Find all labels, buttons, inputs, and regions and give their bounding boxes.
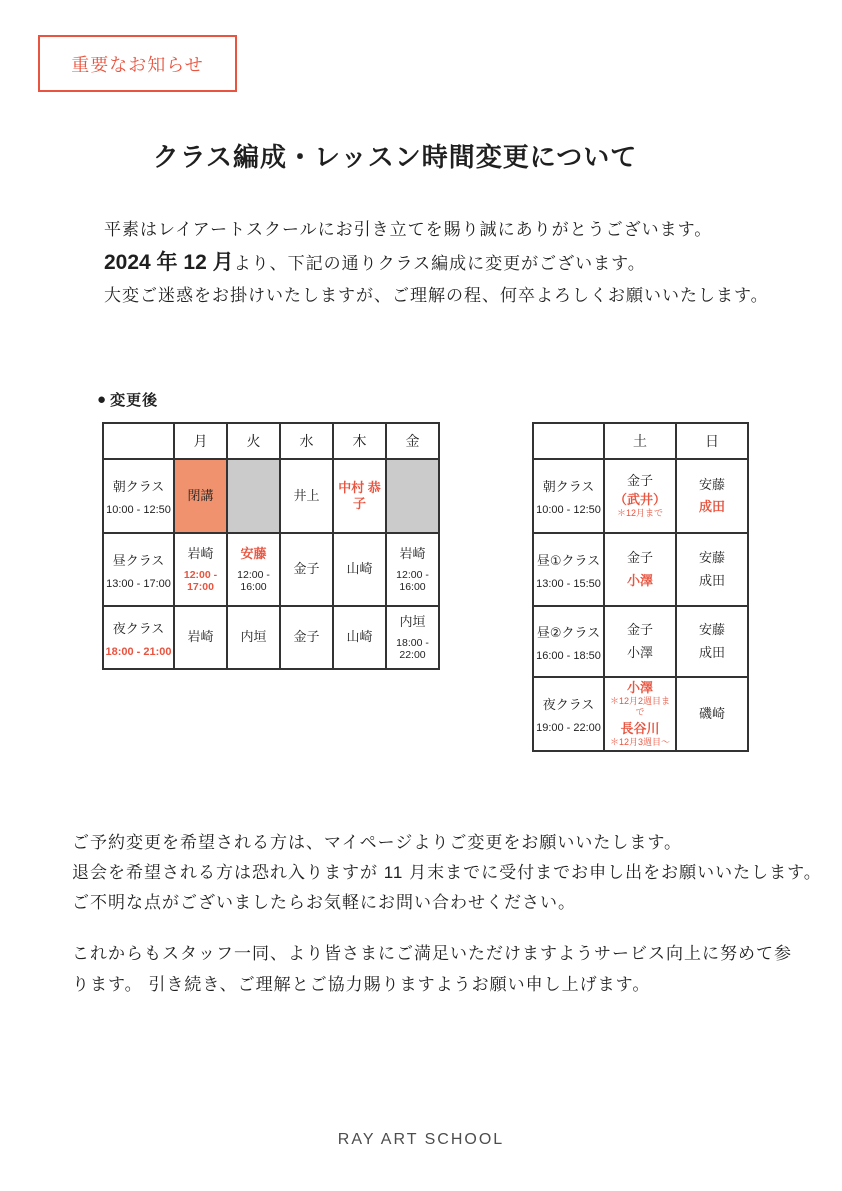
class-time: 19:00 - 22:00: [536, 721, 601, 734]
class-time: 16:00 - 18:50: [536, 649, 601, 662]
cell-night-saturday: [604, 677, 676, 751]
cell-day-thursday: [333, 533, 386, 606]
teacher-name: 岩崎: [187, 629, 214, 645]
teacher-name-new: 成田: [698, 499, 725, 514]
cell-night-thursday: [333, 606, 386, 669]
class-name: 昼クラス: [112, 552, 165, 568]
teacher-name: 山崎: [346, 561, 373, 577]
row-label-morning: [103, 459, 174, 533]
weekend-header-row: [533, 423, 748, 459]
section-after-change: [97, 389, 158, 410]
important-notice-label: 重要なお知らせ: [71, 54, 204, 75]
class-time: 13:00 - 15:50: [536, 577, 601, 590]
teacher-name: 安藤: [698, 550, 725, 566]
effective-date: 2024 年 12 月: [104, 251, 234, 274]
class-time: 10:00 - 12:50: [106, 504, 171, 516]
teacher-name: 安藤: [698, 476, 725, 492]
intro-line-3: 大変ご迷惑をお掛けいたしますが、ご理解の程、何卒よろしくお願いいたします。: [104, 286, 769, 305]
weekday-schedule-table: [102, 422, 440, 670]
outro-paragraph-2: [72, 945, 792, 993]
cell-night-monday: [174, 606, 227, 669]
important-notice-badge: [38, 35, 237, 92]
teacher-name: 内垣: [240, 629, 267, 645]
changed-time: 12:00 - 17:00: [183, 569, 218, 594]
col-header-monday: 月: [174, 423, 227, 459]
teacher-name: 閉講: [187, 487, 214, 503]
outro1-line-2: 退会を希望される方は恐れ入りますが 11 月末までに受付までお申し出をお願いいたします。: [72, 863, 822, 882]
row-label-day1: [533, 533, 604, 606]
col-header-thursday: 木: [333, 423, 386, 459]
cell-morning-tuesday-empty: [227, 459, 280, 533]
day2-class-row: [533, 606, 748, 677]
teacher-name-new: 中村 恭子: [338, 479, 381, 511]
cell-time: 18:00 - 22:00: [396, 637, 429, 662]
cell-time: 12:00 - 16:00: [396, 569, 429, 594]
class-name: 夜クラス: [542, 696, 595, 712]
cell-morning-thursday: [333, 459, 386, 533]
class-name: 朝クラス: [542, 479, 595, 494]
teacher-name: 岩崎: [187, 545, 214, 561]
cell-day-wednesday: [280, 533, 333, 606]
teacher-name-new: 長谷川: [620, 720, 660, 736]
teacher-name-new: 安藤: [240, 545, 267, 561]
teacher-name: 成田: [698, 572, 725, 588]
teacher-name: 岩崎: [399, 545, 426, 561]
night-class-row: [103, 606, 439, 669]
intro-line-1: 平素はレイアートスクールにお引き立てを賜り誠にありがとうございます。: [104, 220, 713, 239]
teacher-name-new: 小澤: [626, 572, 653, 588]
class-name: 昼②クラス: [536, 624, 601, 640]
cell-time: 12:00 - 16:00: [237, 569, 270, 594]
cell-day2-saturday: [604, 606, 676, 677]
teacher-name-new: 小澤: [626, 680, 653, 695]
cell-morning-sunday: [676, 459, 748, 533]
day-class-row: [103, 533, 439, 606]
corner-cell: [533, 423, 604, 459]
section-after-change-label: 変更後: [110, 392, 159, 409]
teacher-name: 金子: [293, 629, 320, 645]
cell-night-tuesday: [227, 606, 280, 669]
cell-day-friday: [386, 533, 439, 606]
teacher-note: ＊12月まで: [616, 508, 663, 519]
row-label-night: [533, 677, 604, 751]
teacher-name: 金子: [626, 550, 653, 566]
teacher-name: 小澤: [626, 644, 653, 660]
outro-paragraph-1: [72, 834, 822, 911]
cell-night-wednesday: [280, 606, 333, 669]
class-time: 10:00 - 12:50: [536, 504, 601, 516]
teacher-name: 成田: [698, 644, 725, 660]
cell-morning-monday-closed: [174, 459, 227, 533]
night-class-row: [533, 677, 748, 751]
class-name: 朝クラス: [112, 479, 165, 494]
cell-day-tuesday: [227, 533, 280, 606]
teacher-name: 金子: [626, 622, 653, 638]
outro2-line-2: ります。 引き続き、ご理解とご協力賜りますようお願い申し上げます。: [72, 975, 651, 994]
school-name-footer: RAY ART SCHOOL: [337, 1131, 505, 1148]
cell-night-sunday: [676, 677, 748, 751]
teacher-name: 磯崎: [698, 705, 725, 721]
cell-morning-friday-empty: [386, 459, 439, 533]
class-name: 昼①クラス: [536, 552, 601, 568]
row-label-day2: [533, 606, 604, 677]
col-header-wednesday: 水: [280, 423, 333, 459]
col-header-saturday: 土: [604, 423, 676, 459]
class-time-changed: 18:00 - 21:00: [105, 645, 172, 658]
morning-class-row: [103, 459, 439, 533]
cell-morning-wednesday: [280, 459, 333, 533]
cell-day2-sunday: [676, 606, 748, 677]
intro-line-2-rest: より、下記の通りクラス編成に変更がございます。: [233, 254, 646, 273]
row-label-night: [103, 606, 174, 669]
cell-morning-saturday: [604, 459, 676, 533]
weekday-header-row: [103, 423, 439, 459]
teacher-name: 山崎: [346, 629, 373, 645]
cell-day1-sunday: [676, 533, 748, 606]
cell-day1-saturday: [604, 533, 676, 606]
day1-class-row: [533, 533, 748, 606]
teacher-name-new: （武井）: [613, 492, 666, 508]
teacher-name: 金子: [626, 472, 653, 488]
teacher-name: 内垣: [399, 613, 426, 629]
class-name: 夜クラス: [112, 620, 165, 636]
intro-paragraph: [104, 221, 769, 304]
teacher-note: ＊12月2週目まで: [609, 696, 671, 718]
page-title: クラス編成・レッスン時間変更について: [152, 142, 638, 172]
col-header-tuesday: 火: [227, 423, 280, 459]
outro1-line-1: ご予約変更を希望される方は、マイページよりご変更をお願いいたします。: [72, 833, 682, 852]
row-label-day: [103, 533, 174, 606]
col-header-sunday: 日: [676, 423, 748, 459]
outro1-line-3: ご不明な点がございましたらお気軽にお問い合わせください。: [72, 893, 576, 912]
teacher-note: ＊12月3週目～: [609, 737, 671, 748]
teacher-name: 安藤: [698, 622, 725, 638]
teacher-name: 井上: [293, 487, 320, 503]
cell-night-friday: [386, 606, 439, 669]
outro2-line-1: これからもスタッフ一同、より皆さまにご満足いただけますようサービス向上に努めて参: [72, 944, 792, 963]
row-label-morning: [533, 459, 604, 533]
class-time: 13:00 - 17:00: [106, 577, 171, 590]
corner-cell: [103, 423, 174, 459]
col-header-friday: 金: [386, 423, 439, 459]
cell-day-monday: [174, 533, 227, 606]
weekend-schedule-table: [532, 422, 749, 752]
intro-line-2: [104, 252, 769, 273]
bullet-icon: ●: [97, 391, 108, 408]
morning-class-row: [533, 459, 748, 533]
teacher-name: 金子: [293, 561, 320, 577]
